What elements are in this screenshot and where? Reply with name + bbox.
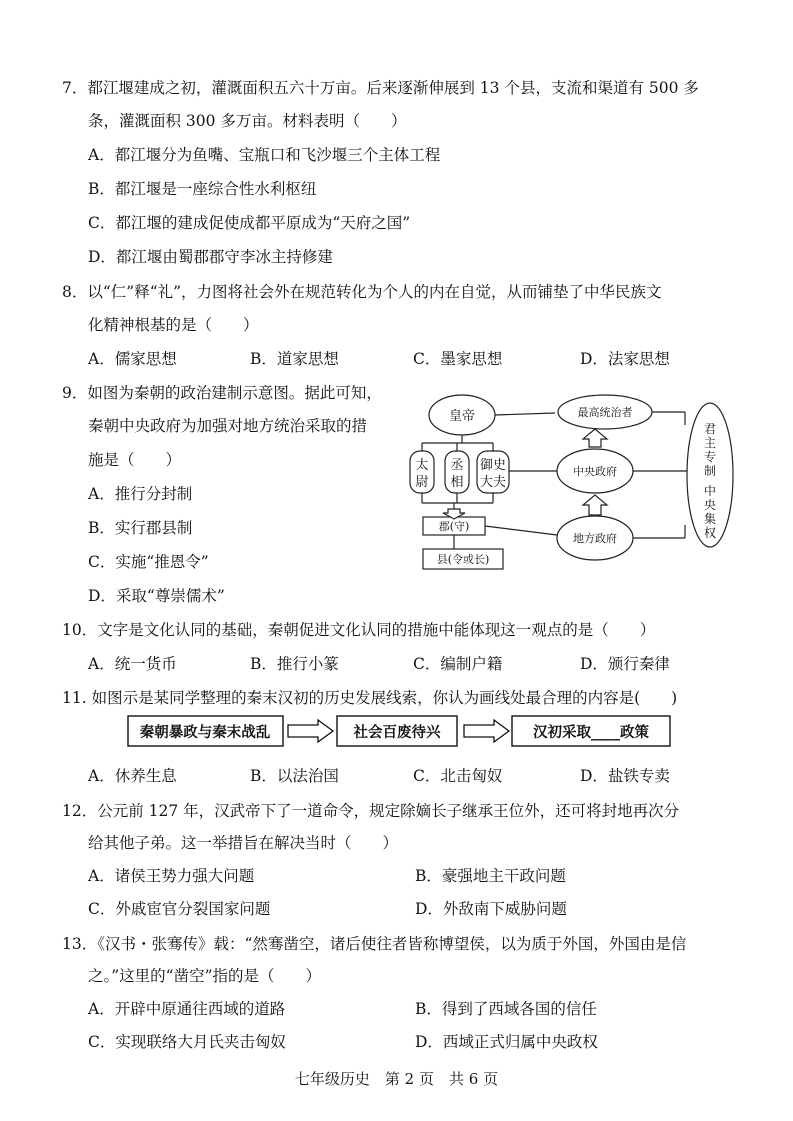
q12-option-a: A．诸侯王势力强大问题 <box>88 867 255 885</box>
q8-option-a: A．儒家思想 <box>88 350 177 368</box>
centralization-char-4: 权 <box>703 526 717 540</box>
q7-stem-line1: 7．都江堰建成之初，灌溉面积五六十万亩。后来逐渐伸展到 13 个县，支流和渠道有 500 多 <box>62 79 699 97</box>
q10-option-a: A．统一货币 <box>88 655 177 673</box>
q9-option-b: B．实行郡县制 <box>88 519 193 537</box>
right-arrow-icon <box>464 720 509 742</box>
xian-label: 县(令或长) <box>436 553 490 566</box>
q10-option-c: C．编制户籍 <box>413 655 503 673</box>
q9-option-d: D．采取“尊崇儒术” <box>88 587 225 605</box>
q9-stem-line1: 9．如图为秦朝的政治建制示意图。据此可知， <box>62 384 382 402</box>
q7-stem-line2: 条，灌溉面积 300 多万亩。材料表明（ ） <box>88 112 407 130</box>
up-arrow-icon <box>583 495 607 515</box>
q11-box-2-label: 社会百废待兴 <box>353 724 441 741</box>
q13-option-a: A．开辟中原通往西域的道路 <box>88 1000 286 1018</box>
jun-label: 郡(守) <box>438 520 470 533</box>
q13-stem-line1: 13．《汉书・张骞传》载：“然骞凿空，诸后使往者皆称博望侯，以为质于外国，外国由是信 <box>62 935 687 953</box>
qin-political-structure-diagram <box>405 385 740 577</box>
q9-stem-line2: 秦朝中央政府为加强对地方统治采取的措 <box>88 417 368 435</box>
page-footer: 七年级历史 第 2 页 共 6 页 <box>294 1070 499 1088</box>
q8-option-b: B．道家思想 <box>250 350 339 368</box>
q11-option-b: B．以法治国 <box>250 767 339 785</box>
q7-option-b: B．都江堰是一座综合性水利枢纽 <box>88 180 317 198</box>
q8-option-c: C．墨家思想 <box>413 350 503 368</box>
central-government-label: 中央政府 <box>573 465 617 478</box>
chengxiang-label-1: 丞 <box>450 458 464 473</box>
q10-option-b: B．推行小篆 <box>250 655 339 673</box>
q12-option-c: C．外戚宦官分裂国家问题 <box>88 900 271 918</box>
q13-option-c: C．实现联络大月氏夹击匈奴 <box>88 1033 286 1051</box>
local-government-label: 地方政府 <box>573 532 617 545</box>
taiwei-label-2: 尉 <box>415 475 429 490</box>
autocracy-char-1: 君 <box>703 422 717 436</box>
centralization-char-2: 央 <box>703 498 717 512</box>
q11-option-c: C．北击匈奴 <box>413 767 503 785</box>
yushi-label-2: 大夫 <box>479 475 507 490</box>
autocracy-char-2: 主 <box>703 436 717 450</box>
emperor-label: 皇帝 <box>448 409 476 424</box>
q11-option-a: A．休养生息 <box>88 767 177 785</box>
centralization-char-3: 集 <box>703 512 717 526</box>
q7-option-d: D．都江堰由蜀郡郡守李冰主持修建 <box>88 248 333 266</box>
right-arrow-icon <box>288 720 333 742</box>
q11-box-1-label: 秦朝暴政与秦末战乱 <box>139 724 271 741</box>
q7-option-a: A．都江堰分为鱼嘴、宝瓶口和飞沙堰三个主体工程 <box>88 146 441 164</box>
q8-option-d: D．法家思想 <box>580 350 670 368</box>
autocracy-char-3: 专 <box>703 450 717 464</box>
q7-option-c: C．都江堰的建成促使成都平原成为“天府之国” <box>88 214 411 232</box>
q13-stem-line2: 之。”这里的“凿空”指的是（ ） <box>88 967 322 985</box>
taiwei-label-1: 太 <box>415 458 429 473</box>
q8-stem-line1: 8．以“仁”释“礼”，力图将社会外在规范转化为个人的内在自觉，从而铺垫了中华民族文 <box>62 283 662 301</box>
q9-option-a: A．推行分封制 <box>88 485 193 503</box>
q13-option-b: B．得到了西域各国的信任 <box>415 1000 597 1018</box>
q12-option-d: D．外敌南下威胁问题 <box>415 900 567 918</box>
chengxiang-label-2: 相 <box>450 475 464 490</box>
supreme-ruler-label: 最高统治者 <box>577 406 633 419</box>
q11-stem-line1: 11. 如图示是某同学整理的秦末汉初的历史发展线索，你认为画线处最合理的内容是( ) <box>62 689 678 707</box>
q10-option-d: D．颁行秦律 <box>580 655 670 673</box>
q8-stem-line2: 化精神根基的是（ ） <box>88 316 259 334</box>
q12-option-b: B．豪强地主干政问题 <box>415 867 566 885</box>
yushi-label-1: 御史 <box>479 458 507 473</box>
q13-option-d: D．西域正式归属中央政权 <box>415 1033 598 1051</box>
q9-option-c: C．实施“推恩令” <box>88 553 209 571</box>
q11-timeline-flow <box>125 713 675 749</box>
autocracy-char-4: 制 <box>703 464 717 478</box>
q12-stem-line2: 给其他子弟。这一举措旨在解决当时（ ） <box>88 834 399 852</box>
q12-stem-line1: 12．公元前 127 年，汉武帝下了一道命令，规定除嫡长子继承王位外，还可将封地再次分 <box>62 802 680 820</box>
q11-option-d: D．盐铁专卖 <box>580 767 670 785</box>
q9-stem-line3: 施是（ ） <box>88 451 182 469</box>
centralization-char-1: 中 <box>703 484 717 498</box>
up-arrow-icon <box>583 429 607 447</box>
q11-box-3-label: 汉初采取____政策 <box>533 724 649 741</box>
q10-stem-line1: 10．文字是文化认同的基础，秦朝促进文化认同的措施中能体现这一观点的是（ ） <box>62 621 656 639</box>
